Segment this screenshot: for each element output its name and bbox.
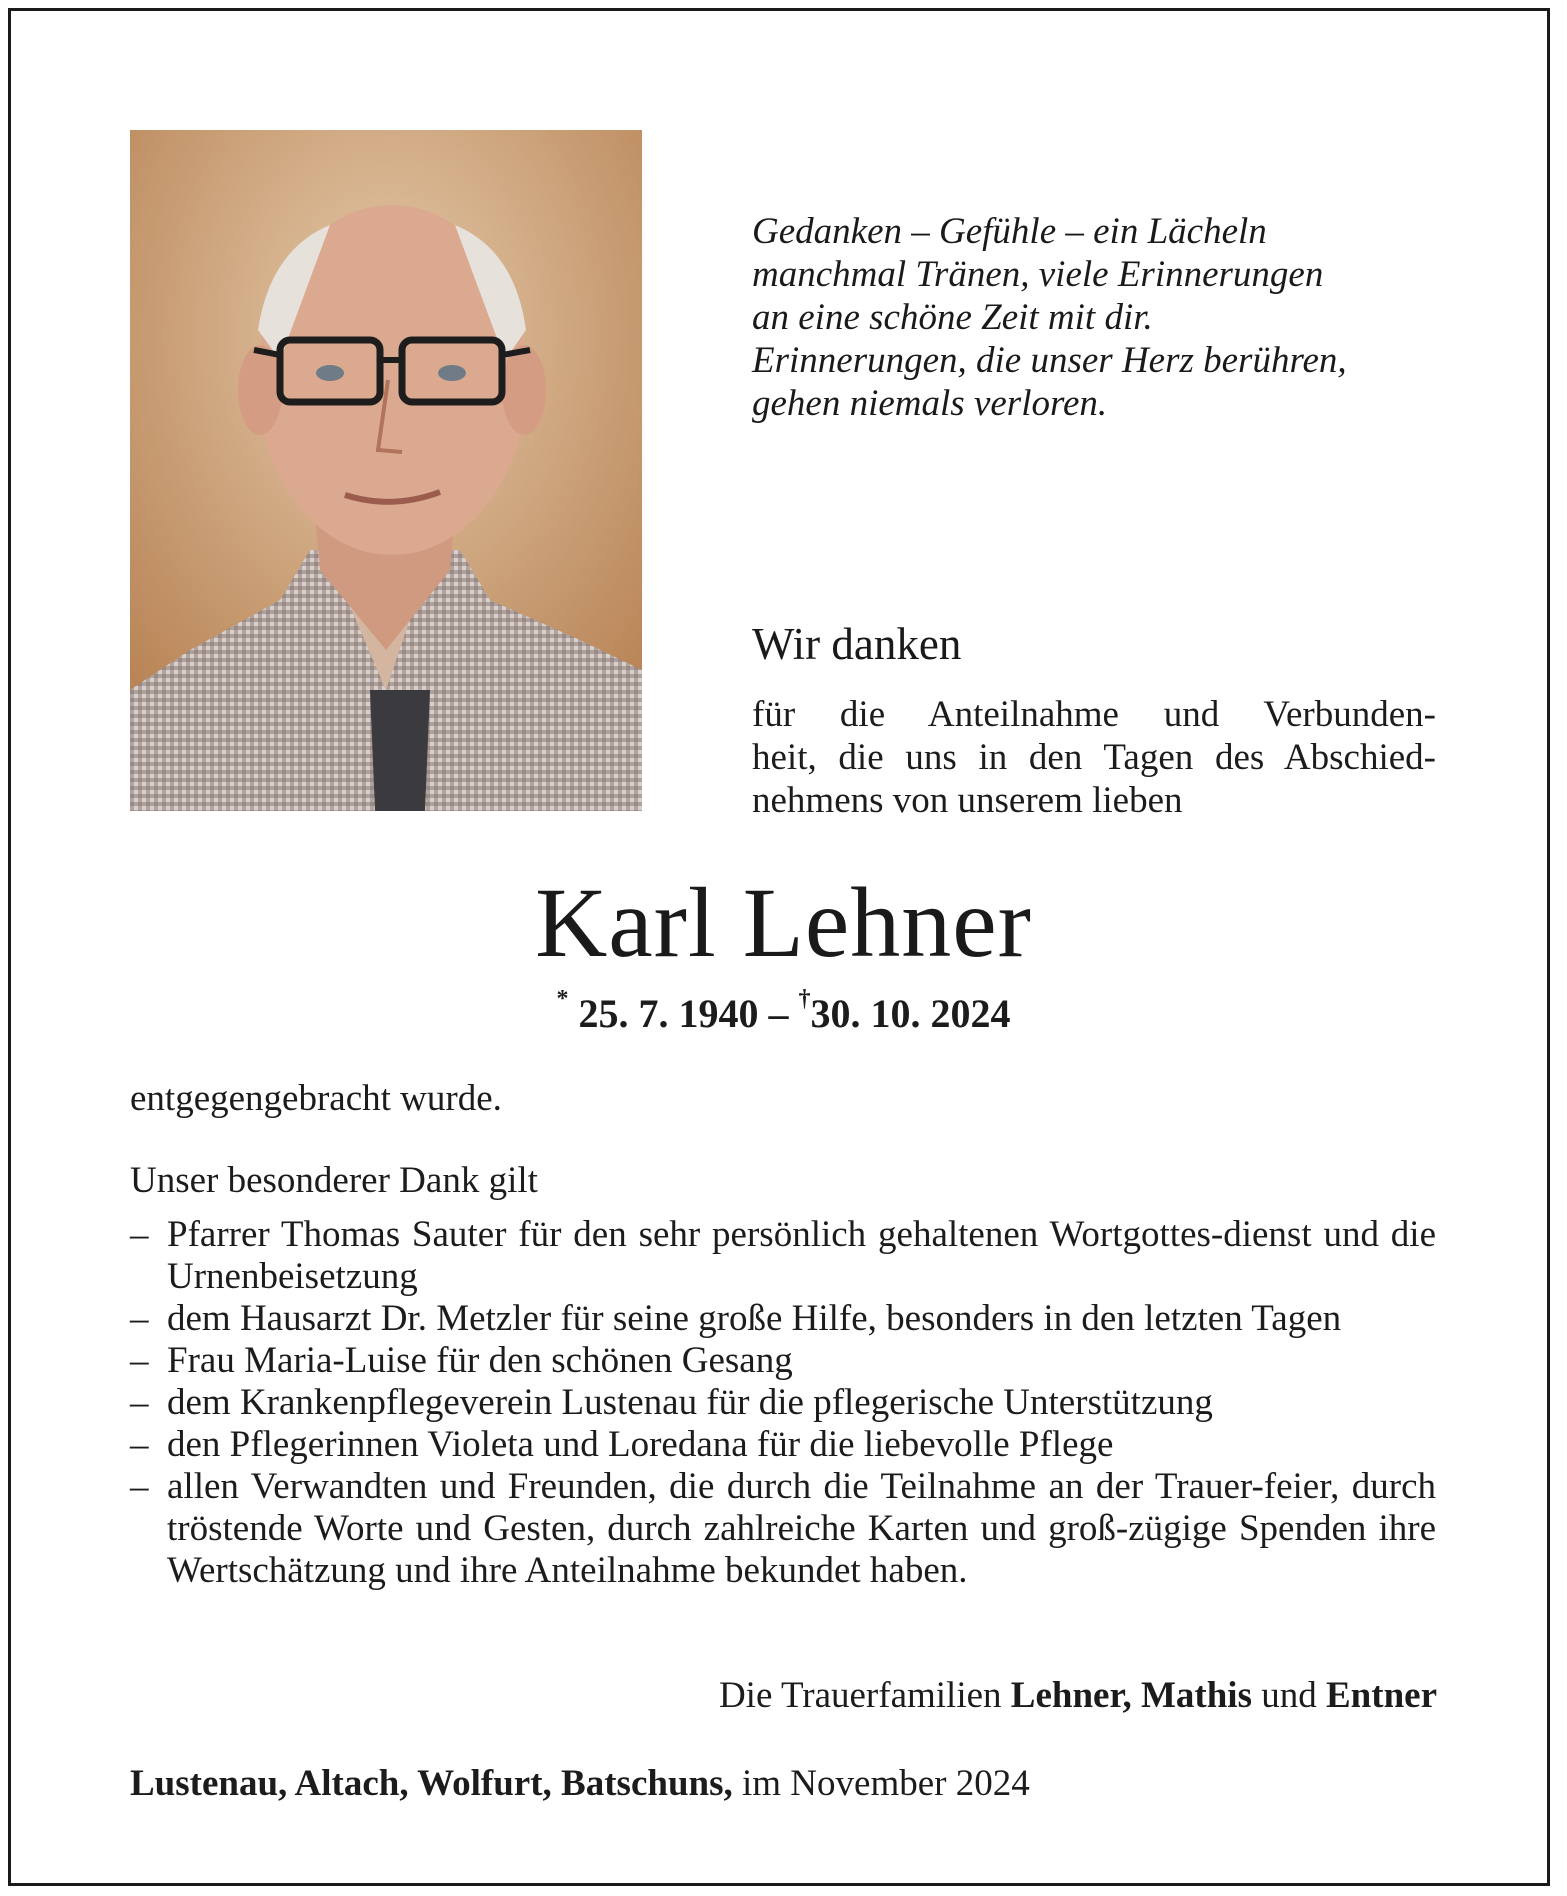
life-dates — [0, 986, 1567, 1037]
list-item — [130, 1382, 1436, 1424]
list-item — [130, 1214, 1436, 1298]
family-name-last: Entner — [1326, 1675, 1437, 1716]
continuation-text: entgegengebracht wurde. — [130, 1078, 502, 1119]
list-item — [130, 1340, 1436, 1382]
poem-line: Gedanken – Gefühle – ein Lächeln — [752, 211, 1267, 252]
birth-date: 25. 7. 1940 — [578, 991, 759, 1036]
towns: Lustenau, Altach, Wolfurt, Batschuns, — [130, 1763, 733, 1804]
list-dash: – — [130, 1340, 149, 1381]
list-dash: – — [130, 1466, 149, 1507]
list-item-text: Pfarrer Thomas Sauter für den sehr persönlich gehaltenen Wortgottes-dienst und die Urnenbeisetzung — [167, 1214, 1436, 1297]
thanks-line: nehmens von unserem lieben — [752, 780, 1183, 821]
signature — [719, 1674, 1437, 1717]
thanks-heading: Wir danken — [752, 619, 962, 669]
list-dash: – — [130, 1424, 149, 1465]
list-item — [130, 1298, 1436, 1340]
list-dash: – — [130, 1214, 149, 1255]
list-item — [130, 1466, 1436, 1592]
death-symbol: † — [798, 986, 811, 1012]
thanks-line: heit, die uns in den Tagen des Abschied- — [752, 737, 1436, 778]
poem-line: Erinnerungen, die unser Herz berühren, — [752, 340, 1347, 381]
list-dash: – — [130, 1298, 149, 1339]
poem-line: manchmal Tränen, viele Erinnerungen — [752, 254, 1324, 295]
poem-line: an eine schöne Zeit mit dir. — [752, 297, 1153, 338]
family-names: Lehner, Mathis — [1010, 1675, 1252, 1716]
deceased-name: Karl Lehner — [535, 867, 1032, 978]
poem — [752, 210, 1452, 425]
list-item-text: den Pflegerinnen Violeta und Loredana für die liebevolle Pflege — [167, 1424, 1114, 1465]
list-item-text: allen Verwandten und Freunden, die durch die Teilnahme an der Trauer-feier, durch tröstende Worte und Gesten, durch zahlreiche Karten und groß-zügige Spenden ihre Wertschätzung und ihre Anteilnahme bekundet haben. — [167, 1466, 1436, 1591]
poem-line: gehen niemals verloren. — [752, 383, 1108, 424]
list-item-text: dem Hausarzt Dr. Metzler für seine große Hilfe, besonders in den letzten Tagen — [167, 1298, 1342, 1339]
list-item-text: dem Krankenpflegeverein Lustenau für die pflegerische Unterstützung — [167, 1382, 1213, 1423]
list-item — [130, 1424, 1436, 1466]
place-date — [130, 1762, 1030, 1805]
thanks-list — [130, 1214, 1436, 1592]
birth-symbol: * — [556, 986, 569, 1012]
thanks-text — [752, 693, 1436, 822]
notice-date: im November 2024 — [742, 1763, 1030, 1804]
list-dash: – — [130, 1382, 149, 1423]
list-item-text: Frau Maria-Luise für den schönen Gesang — [167, 1340, 793, 1381]
special-thanks-intro: Unser besonderer Dank gilt — [130, 1160, 538, 1201]
thanks-line: für die Anteilnahme und Verbunden- — [752, 694, 1436, 735]
signature-prefix: Die Trauerfamilien — [718, 1675, 1002, 1716]
date-separator: – — [768, 991, 789, 1036]
portrait-photo — [130, 130, 642, 811]
death-date: 30. 10. 2024 — [810, 991, 1011, 1036]
signature-conjunction: und — [1261, 1675, 1317, 1716]
